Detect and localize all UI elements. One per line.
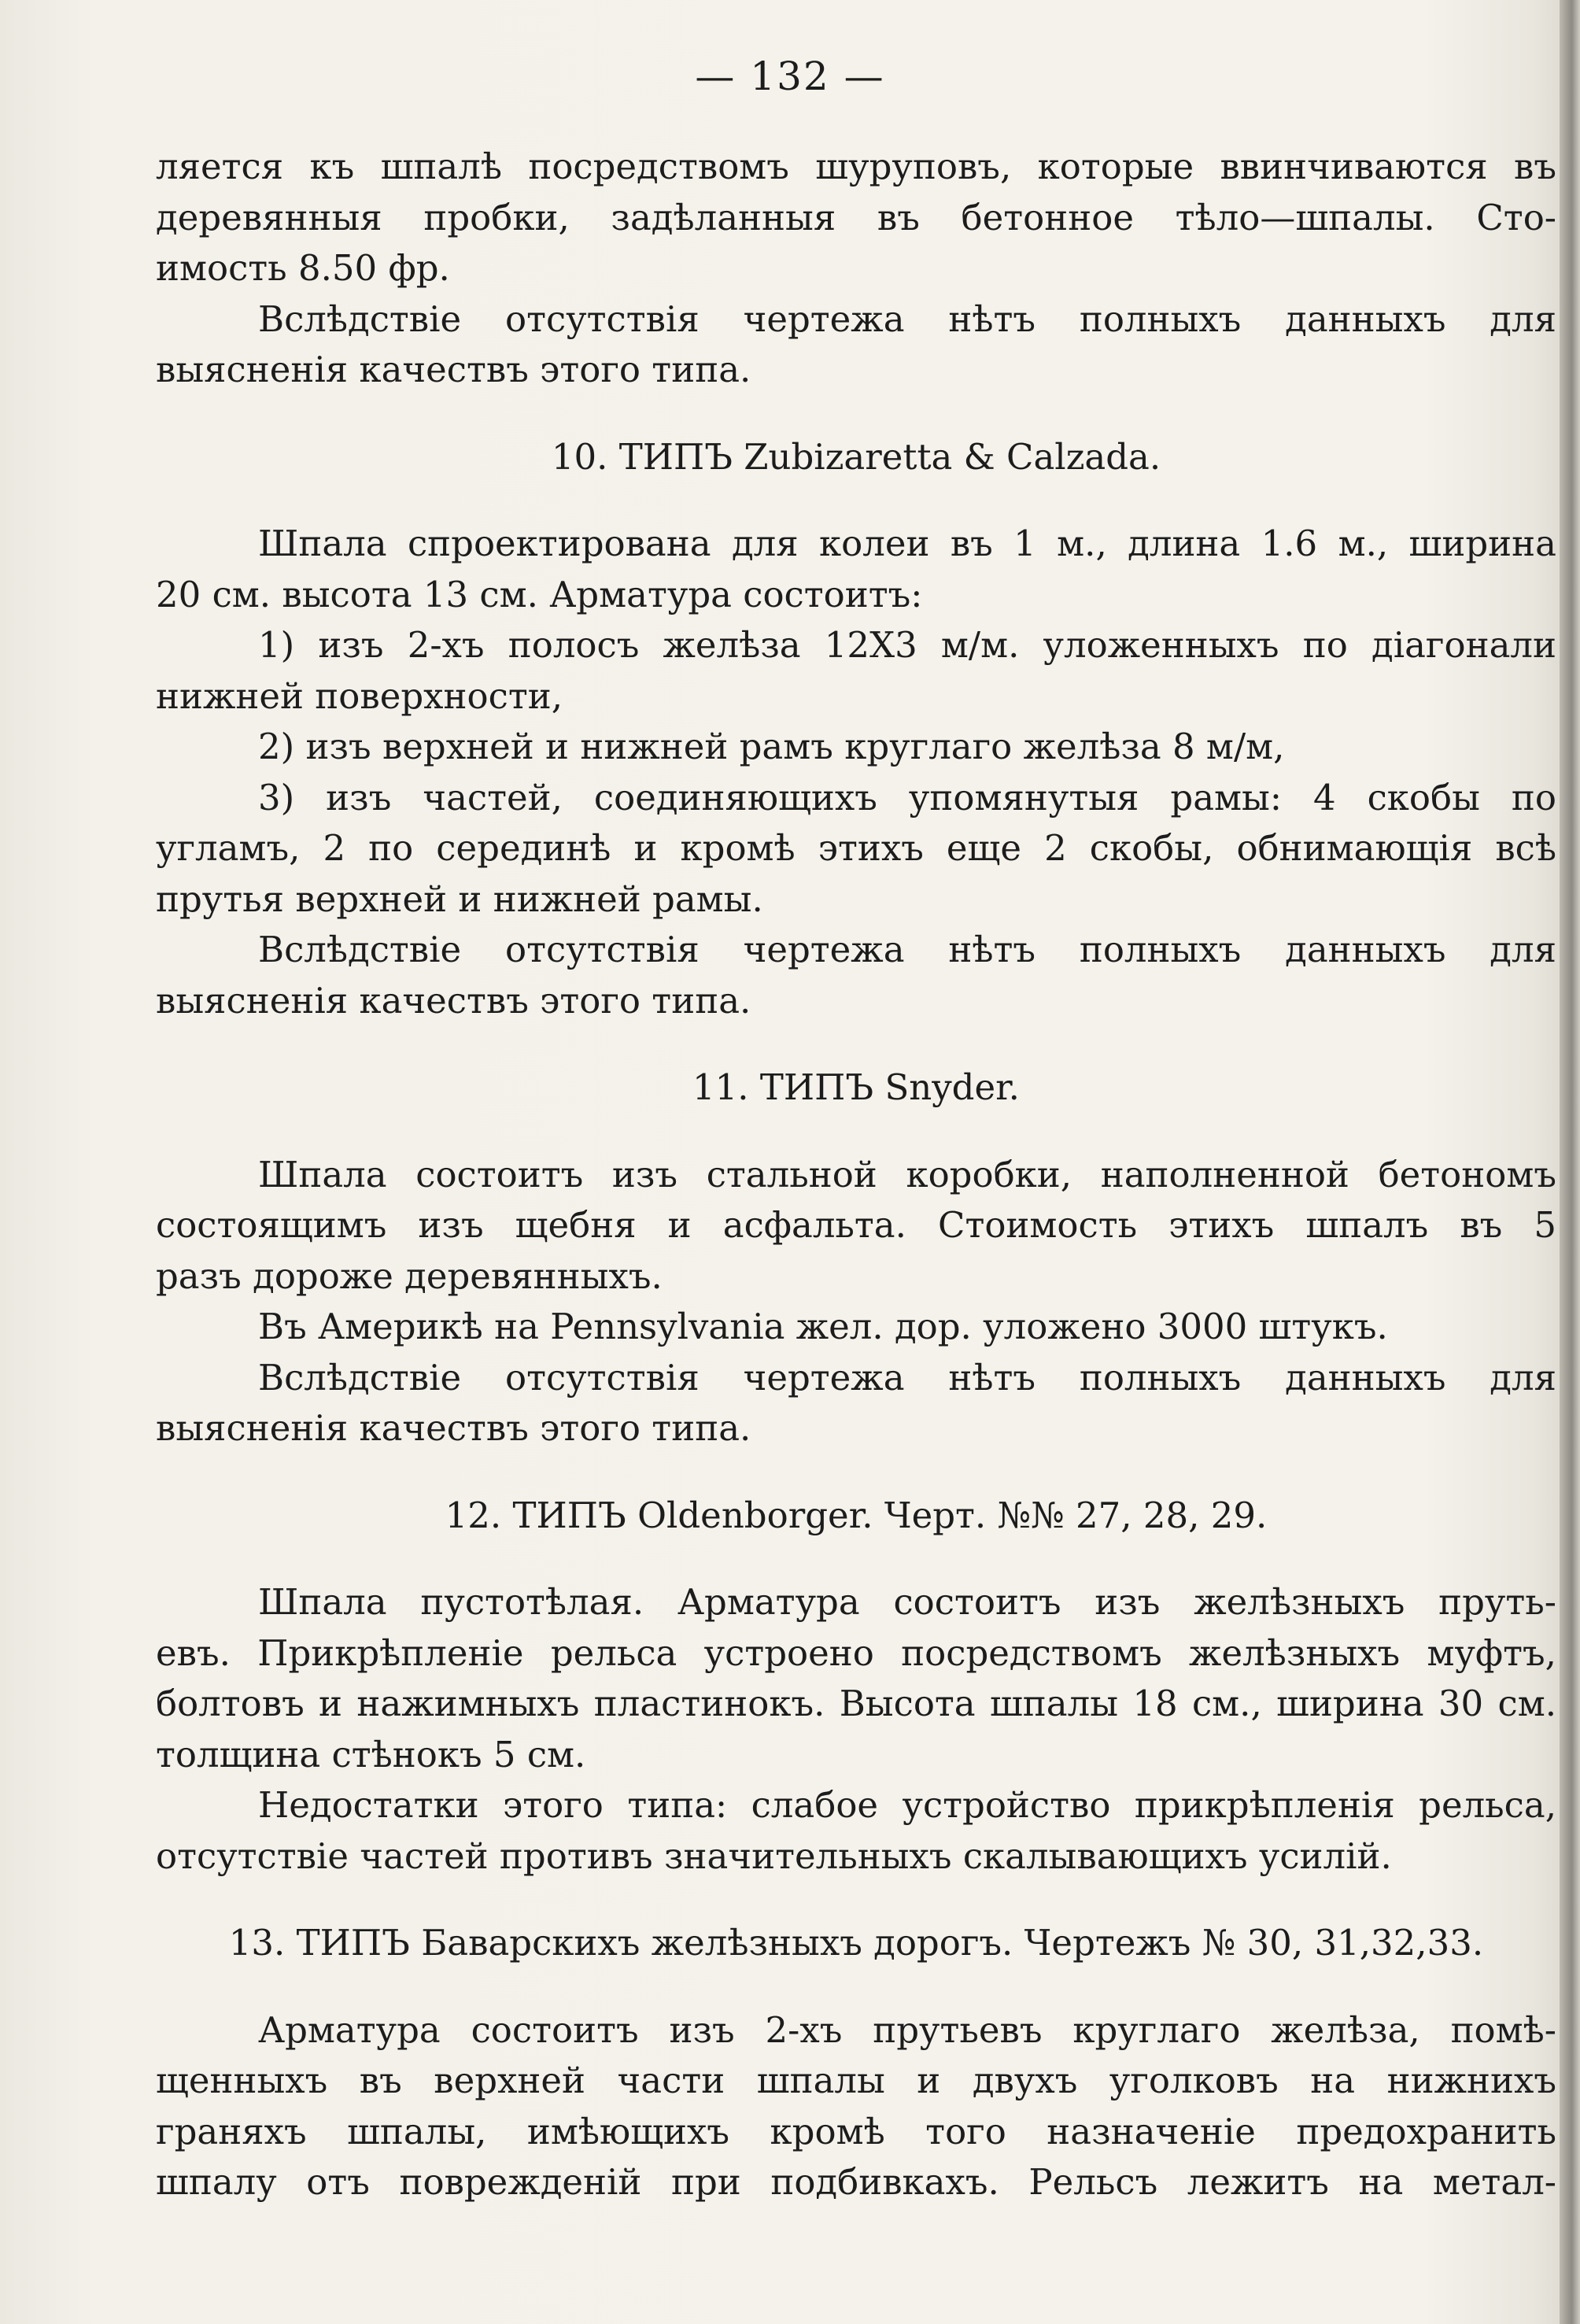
text-line: нижней поверхности,	[156, 674, 563, 717]
paragraph	[156, 2005, 1556, 2208]
paragraph	[156, 1353, 1556, 1454]
text-line: Вслѣдствіе отсутствія чертежа нѣтъ полныхъ данныхъ для	[258, 297, 1556, 340]
text-line: Шпала пустотѣлая. Арматура состоитъ изъ желѣзныхъ пруть-	[258, 1581, 1556, 1623]
paragraph	[156, 1302, 1556, 1353]
text-line: 20 см. высота 13 см. Арматура состоитъ:	[156, 573, 923, 615]
text-line: Въ Америкѣ на Pennsylvania жел. дор. уложено 3000 штукъ.	[258, 1306, 1388, 1347]
paragraph	[156, 1150, 1556, 1302]
text-line: 3) изъ частей, соединяющихъ упомянутыя рамы: 4 скобы по	[258, 776, 1556, 818]
body-text	[156, 142, 1556, 2208]
text-line: угламъ, 2 по серединѣ и кромѣ этихъ еще 2 скобы, обнимающія всѣ	[156, 827, 1556, 869]
section-heading: 13. ТИПЪ Баварскихъ желѣзныхъ дорогъ. Чертежъ № 30, 31,32,33.	[228, 1922, 1484, 1964]
paragraph	[156, 722, 1556, 773]
text-line: щенныхъ въ верхней части шпалы и двухъ уголковъ на нижнихъ	[156, 2060, 1556, 2101]
text-line: разъ дороже деревянныхъ.	[156, 1254, 663, 1297]
text-line: имость 8.50 фр.	[156, 247, 450, 289]
text-line: Вслѣдствіе отсутствія чертежа нѣтъ полныхъ данныхъ для	[258, 929, 1556, 970]
paragraph	[156, 773, 1556, 926]
text-line: выясненія качествъ этого типа.	[156, 1407, 751, 1449]
text-line: евъ. Прикрѣпленіе рельса устроено посредствомъ желѣзныхъ муфтъ,	[156, 1631, 1556, 1674]
text-line: выясненія качествъ этого типа.	[156, 979, 751, 1022]
text-line: прутья верхней и нижней рамы.	[156, 878, 763, 920]
paragraph	[156, 1577, 1556, 1780]
section-heading: 10. ТИПЪ Zubizaretta & Calzada.	[551, 435, 1161, 478]
text-line: отсутствіе частей противъ значительныхъ скалывающихъ усилій.	[156, 1834, 1392, 1877]
paragraph	[156, 519, 1556, 620]
paragraph	[156, 1780, 1556, 1882]
text-line: Шпала спроектирована для колеи въ 1 м., длина 1.6 м., ширина	[258, 523, 1556, 564]
page-edge-shadow	[1560, 0, 1580, 2324]
section-heading: 12. ТИПЪ Oldenborger. Черт. №№ 27, 28, 29.	[445, 1494, 1268, 1536]
text-line: выясненія качествъ этого типа.	[156, 349, 751, 390]
text-line: Шпала состоитъ изъ стальной коробки, наполненной бетономъ	[258, 1153, 1556, 1195]
text-line: граняхъ шпалы, имѣющихъ кромѣ того назначеніе предохранить	[156, 2110, 1556, 2152]
paragraph	[156, 294, 1556, 396]
text-line: деревянныя пробки, задѣланныя въ бетонное тѣло—шпалы. Сто-	[156, 196, 1556, 238]
text-line: ляется къ шпалѣ посредствомъ шуруповъ, которые ввинчиваются въ	[156, 146, 1556, 187]
text-line: толщина стѣнокъ 5 см.	[156, 1733, 586, 1775]
text-line: 2) изъ верхней и нижней рамъ круглаго желѣза 8 м/м,	[258, 726, 1285, 767]
paragraph	[156, 142, 1556, 294]
text-line: Недостатки этого типа: слабое устройство прикрѣпленія рельса,	[258, 1784, 1556, 1826]
text-line: Арматура состоитъ изъ 2-хъ прутьевъ круглаго желѣза, помѣ-	[258, 2008, 1556, 2051]
section-heading: 11. ТИПЪ Snyder.	[692, 1066, 1020, 1108]
paragraph	[156, 925, 1556, 1026]
text-line: шпалу отъ поврежденій при подбивкахъ. Рельсъ лежитъ на метал-	[156, 2161, 1556, 2203]
page-number: — 132 —	[695, 54, 885, 99]
text-line: 1) изъ 2-хъ полосъ желѣза 12Х3 м/м. уложенныхъ по діагонали	[258, 624, 1556, 666]
text-line: болтовъ и нажимныхъ пластинокъ. Высота шпалы 18 см., ширина 30 см.	[156, 1683, 1556, 1724]
paragraph	[156, 620, 1556, 722]
text-line: состоящимъ изъ щебня и асфальта. Стоимость этихъ шпалъ въ 5	[156, 1204, 1556, 1246]
text-line: Вслѣдствіе отсутствія чертежа нѣтъ полныхъ данныхъ для	[258, 1356, 1556, 1398]
